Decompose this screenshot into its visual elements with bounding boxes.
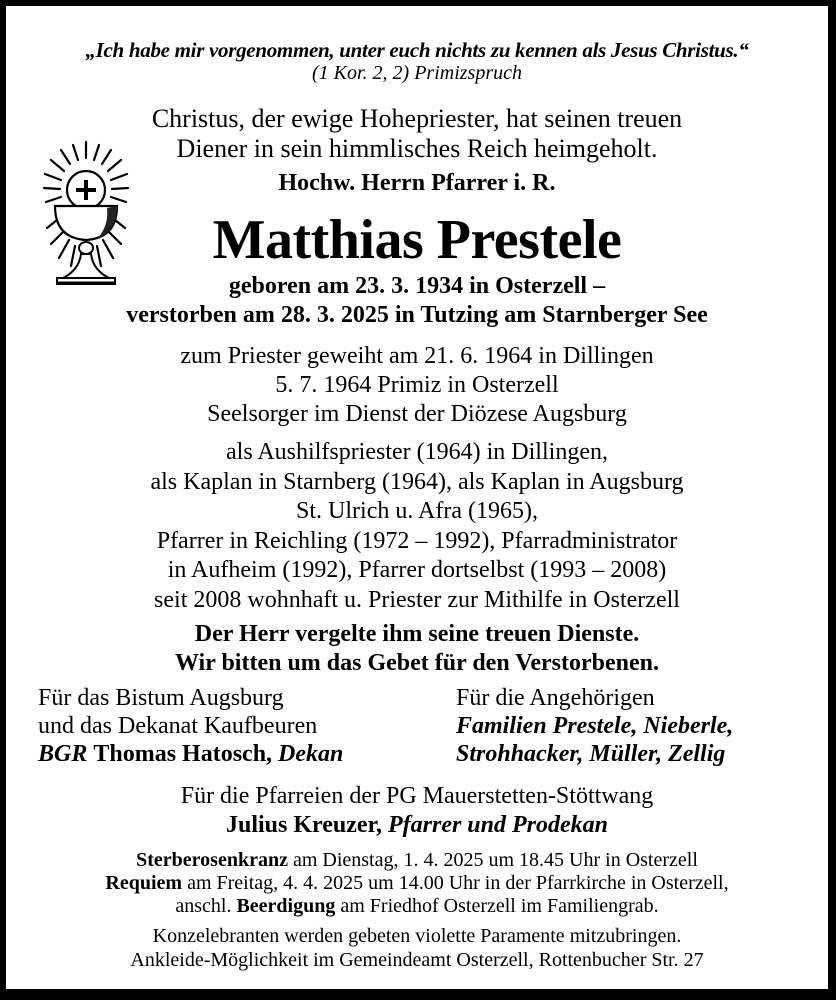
parish-signatory — [6, 782, 828, 840]
requiem-line — [6, 872, 828, 895]
rosary-label: Sterberosenkranz — [136, 849, 288, 871]
life-dates — [6, 272, 828, 330]
diocese-signatory — [38, 684, 343, 768]
bio-line: Seelsorger im Dienst der Diözese Augsburg — [207, 401, 627, 427]
family-signatory — [456, 684, 733, 768]
parish-line: Für die Pfarreien der PG Mauerstetten-Stöttwang — [180, 783, 654, 809]
thanks-text — [6, 620, 828, 678]
requiem-details: am Freitag, 4. 4. 2025 um 14.00 Uhr in der Pfarrkirche in Osterzell, — [182, 872, 729, 894]
bio-line: zum Priester geweiht am 21. 6. 1964 in Dillingen — [180, 343, 654, 369]
ordination-info — [6, 342, 828, 429]
thanks-line: Wir bitten um das Gebet für den Verstorbenen. — [174, 650, 660, 676]
quote-reference: (1 Kor. 2, 2) Primizspruch — [311, 62, 522, 84]
bio-line: Pfarrer in Reichling (1972 – 1992), Pfarradministrator — [156, 527, 678, 554]
obituary-notice — [6, 6, 828, 989]
bio-line: als Aushilfspriester (1964) in Dillingen, — [226, 439, 608, 465]
family-heading: Für die Angehörigen — [456, 685, 655, 711]
parish-signature — [6, 811, 828, 840]
intro-text — [6, 104, 828, 164]
notes — [6, 924, 828, 972]
bio-line: seit 2008 wohnhaft u. Priester zur Mithilfe in Osterzell — [154, 586, 680, 613]
primiz-quote: „Ich habe mir vorgenommen, unter euch nichts zu kennen als Jesus Christus.“ — [85, 38, 749, 62]
deceased-name: Matthias Prestele — [212, 209, 622, 271]
career-info — [6, 438, 828, 615]
priest-role: Pfarrer und Prodekan — [387, 812, 609, 838]
family-names: Strohhacker, Müller, Zellig — [456, 741, 726, 767]
rosary-details: am Dienstag, 1. 4. 2025 um 18.45 Uhr in Osterzell — [287, 849, 698, 871]
burial-line — [6, 895, 828, 918]
intro-line: Diener in sein himmlisches Reich heimgeholt. — [176, 134, 658, 163]
death-date: verstorben am 28. 3. 2025 in Tutzing am Starnberger See — [126, 302, 708, 328]
dean-prefix: BGR — [38, 741, 88, 767]
dean-signature — [38, 740, 343, 768]
dean-name: Thomas Hatosch, — [93, 741, 273, 767]
burial-label: Beerdigung — [236, 895, 336, 917]
note-line: Ankleide-Möglichkeit im Gemeindeamt Osterzell, Rottenbucher Str. 27 — [130, 949, 704, 971]
thanks-line: Der Herr vergelte ihm seine treuen Dienste. — [194, 621, 640, 647]
birth-date: geboren am 23. 3. 1934 in Osterzell – — [228, 273, 606, 299]
bio-line: 5. 7. 1964 Primiz in Osterzell — [275, 372, 559, 398]
service-info — [6, 849, 828, 918]
deceased-title: Hochw. Herrn Pfarrer i. R. — [278, 170, 556, 196]
priest-name: Julius Kreuzer, — [225, 812, 382, 838]
dean-role: Dekan — [278, 741, 344, 767]
deanery-line: und das Dekanat Kaufbeuren — [38, 713, 318, 739]
intro-line: Christus, der ewige Hohepriester, hat seinen treuen — [151, 104, 683, 133]
burial-details: am Friedhof Osterzell im Familiengrab. — [335, 895, 659, 917]
bio-line: in Aufheim (1992), Pfarrer dortselbst (1993 – 2008) — [167, 557, 667, 583]
burial-prefix: anschl. — [175, 895, 237, 917]
diocese-line: Für das Bistum Augsburg — [38, 685, 284, 711]
bio-line: als Kaplan in Starnberg (1964), als Kaplan in Augsburg — [150, 468, 684, 495]
note-line: Konzelebranten werden gebeten violette Paramente mitzubringen. — [152, 925, 682, 947]
rosary-line — [6, 849, 828, 872]
requiem-label: Requiem — [105, 872, 183, 894]
family-names: Familien Prestele, Nieberle, — [456, 713, 734, 739]
bio-line: St. Ulrich u. Afra (1965), — [296, 498, 538, 524]
